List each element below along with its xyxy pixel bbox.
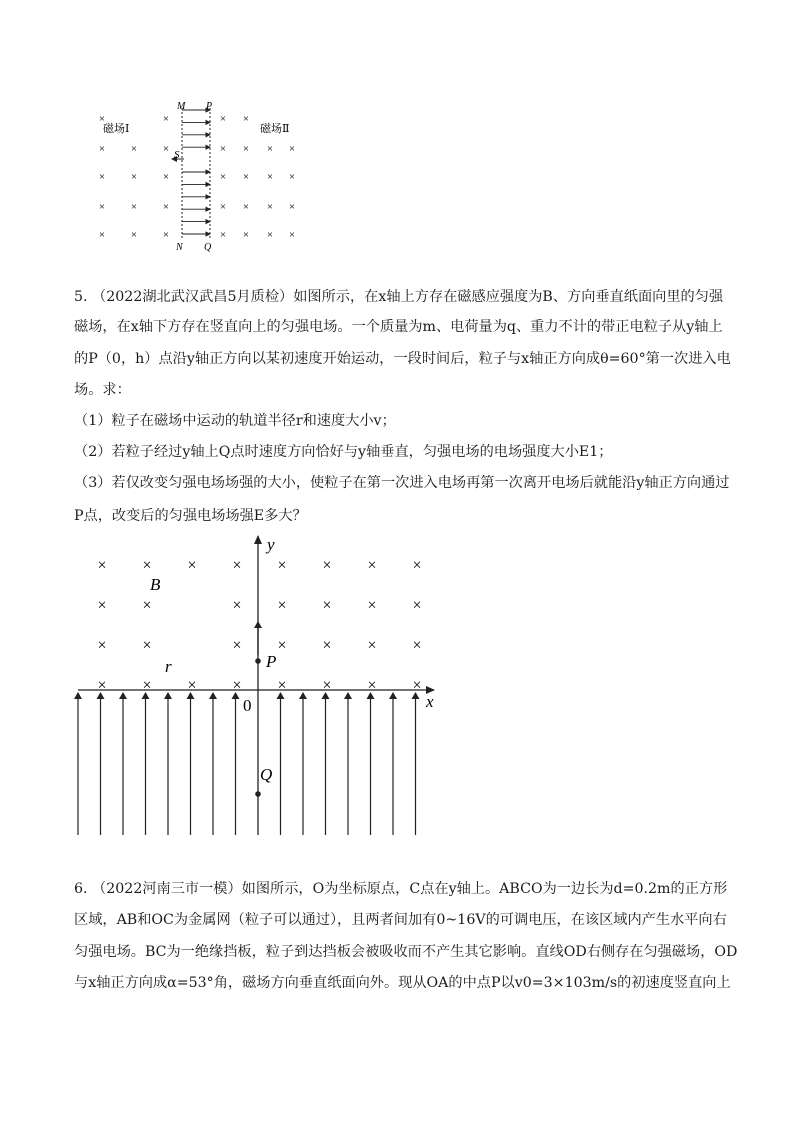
cross-mark: × (219, 171, 227, 183)
cross-mark: × (412, 597, 422, 614)
q6-line-3: 匀强电场。BC为一绝缘挡板，粒子到达挡板会被吸收而不产生其它影响。直线OD右侧存在匀强磁场，OD (74, 944, 738, 960)
cross-mark: × (219, 143, 227, 155)
label-Q: Q (260, 765, 273, 784)
cross-mark: × (277, 677, 287, 694)
cross-mark: × (162, 229, 170, 241)
cross-mark: × (277, 637, 287, 654)
label-M: M (177, 101, 186, 112)
cross-mark: × (130, 201, 138, 213)
cross-mark: × (412, 677, 422, 694)
cross-mark: × (98, 143, 106, 155)
label-y: y (267, 535, 275, 554)
cross-mark: × (367, 557, 377, 574)
cross-mark: × (219, 229, 227, 241)
cross-mark: × (130, 171, 138, 183)
label-x: x (426, 692, 434, 711)
cross-mark: × (232, 597, 242, 614)
q5-line-3: 的P（0，h）点沿y轴正方向以某初速度开始运动，一段时间后，粒子与x轴正方向成θ=60°第一次进入电 (74, 351, 731, 367)
q6-line-1: 6. （2022河南三市一模）如图所示，O为坐标原点，C点在y轴上。ABCO为一边长为d=0.2m的正方形 (74, 881, 728, 897)
label-r: r (165, 657, 172, 676)
magnetic-field-crosses (97, 557, 421, 694)
cross-mark: × (162, 143, 170, 155)
label-origin: 0 (243, 696, 252, 715)
cross-mark: × (219, 201, 227, 213)
cross-mark: × (367, 637, 377, 654)
cross-mark: × (412, 557, 422, 574)
q5-sub-3a: （3）若仅改变匀强电场场强的大小，使粒子在第一次进入电场再第一次离开电场后就能沿y轴正方向通过 (74, 475, 730, 491)
cross-mark: × (266, 201, 274, 213)
cross-mark: × (288, 171, 296, 183)
cross-mark: × (242, 201, 250, 213)
q6-line-2: 区域，AB和OC为金属网（粒子可以通过），且两者间加有0~16V的可调电压，在该区域内产生水平向右 (74, 912, 727, 928)
electric-field-arrows (182, 110, 210, 234)
cross-mark: × (242, 143, 250, 155)
cross-mark: × (97, 557, 107, 574)
point-P-dot (255, 658, 261, 664)
label-N: N (176, 242, 183, 253)
point-Q-dot (255, 791, 261, 797)
cross-mark: × (97, 677, 107, 694)
cross-mark: × (277, 557, 287, 574)
cross-mark: × (367, 677, 377, 694)
cross-mark: × (187, 677, 197, 694)
cross-mark: × (232, 557, 242, 574)
label-P: P (206, 101, 213, 112)
q5-sub-2: （2）若粒子经过y轴上Q点时速度方向恰好与y轴垂直，匀强电场的电场强度大小E1； (74, 444, 613, 460)
cross-mark: × (142, 677, 152, 694)
q6-line-4: 与x轴正方向成α=53°角，磁场方向垂直纸面向外。现从OA的中点P以v0=3×103m/s的初速度竖直向上 (74, 975, 731, 991)
cross-mark: × (162, 171, 170, 183)
cross-mark: × (288, 201, 296, 213)
figure-magnetic-field-regions (92, 96, 308, 256)
cross-mark: × (266, 229, 274, 241)
cross-mark: × (232, 677, 242, 694)
label-B: B (150, 575, 161, 594)
cross-mark: × (322, 677, 332, 694)
cross-mark: × (412, 637, 422, 654)
cross-mark: × (367, 597, 377, 614)
q5-sub-3b: P点，改变后的匀强电场场强E多大？ (74, 508, 307, 524)
cross-mark: × (322, 597, 332, 614)
cross-mark: × (242, 229, 250, 241)
cross-mark: × (142, 637, 152, 654)
cross-mark: × (98, 201, 106, 213)
cross-mark: × (98, 113, 106, 125)
cross-mark: × (242, 171, 250, 183)
label-field-1: 磁场Ⅰ (103, 123, 130, 135)
cross-mark: × (162, 201, 170, 213)
cross-mark: × (142, 597, 152, 614)
cross-mark: × (242, 113, 250, 125)
label-field-2: 磁场Ⅱ (260, 123, 290, 135)
cross-mark: × (322, 557, 332, 574)
cross-mark: × (97, 637, 107, 654)
cross-mark: × (97, 597, 107, 614)
cross-mark: × (219, 113, 227, 125)
cross-mark: × (288, 229, 296, 241)
q5-sub-1: （1）粒子在磁场中运动的轨道半径r和速度大小v； (74, 413, 396, 429)
cross-mark: × (130, 229, 138, 241)
label-S: S (174, 149, 180, 161)
cross-mark: × (98, 229, 106, 241)
cross-mark: × (232, 637, 242, 654)
cross-mark: × (162, 113, 170, 125)
figure-coordinate-field (70, 530, 450, 840)
label-Q: Q (204, 242, 212, 253)
cross-mark: × (266, 143, 274, 155)
cross-mark: × (322, 637, 332, 654)
cross-mark: × (142, 557, 152, 574)
q5-line-2: 磁场，在x轴下方存在竖直向上的匀强电场。一个质量为m、电荷量为q、重力不计的带正电粒子从y轴上 (74, 319, 723, 335)
cross-mark: × (187, 557, 197, 574)
cross-mark: × (130, 143, 138, 155)
cross-mark: × (98, 171, 106, 183)
label-P: P (266, 652, 277, 671)
q5-line-4: 场。求： (74, 382, 131, 398)
cross-mark: × (266, 171, 274, 183)
q5-line-1: 5. （2022湖北武汉武昌5月质检）如图所示，在x轴上方存在磁感应强度为B、方向垂直纸面向里的匀强 (74, 289, 724, 305)
cross-mark: × (277, 597, 287, 614)
cross-mark: × (288, 143, 296, 155)
